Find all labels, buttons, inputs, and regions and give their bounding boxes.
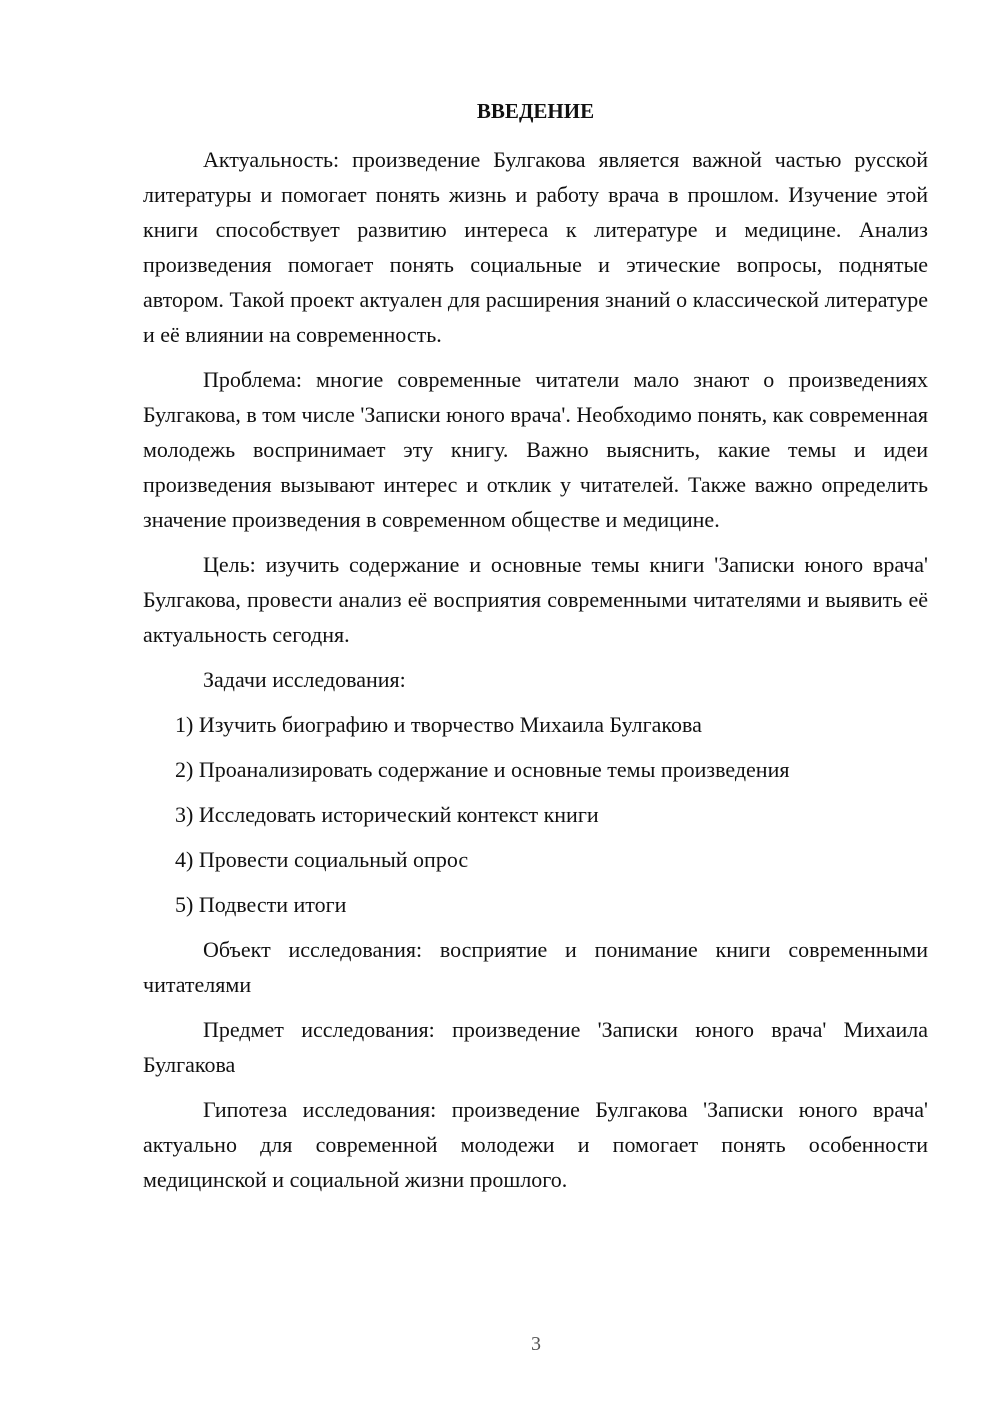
hypothesis-paragraph: Гипотеза исследования: произведение Булгакова 'Записки юного врача' актуально для современной молодежи и помогает понять особенности медицинской и социальной жизни прошлого. xyxy=(143,1097,928,1192)
document-page xyxy=(143,96,928,1207)
tasks-list xyxy=(143,707,928,922)
page-title: ВВЕДЕНИЕ xyxy=(476,99,595,123)
problem-paragraph: Проблема: многие современные читатели мало знают о произведениях Булгакова, в том числе 'Записки юного врача'. Необходимо понять, как современная молодежь воспринимает эту книгу. Важно выяснить, какие темы и идеи произведения вызывают интерес и отклик у читателей. Также важно определить значение произведения в современном обществе и медицине. xyxy=(143,367,928,532)
tasks-heading: Задачи исследования: xyxy=(203,667,406,692)
list-item: 4) Провести социальный опрос xyxy=(175,847,469,872)
goal-paragraph: Цель: изучить содержание и основные темы книги 'Записки юного врача' Булгакова, провести анализ её восприятия современными читателями и выявить её актуальность сегодня. xyxy=(143,552,928,647)
list-item: 2) Проанализировать содержание и основные темы произведения xyxy=(175,757,790,782)
relevance-paragraph: Актуальность: произведение Булгакова является важной частью русской литературы и помогает понять жизнь и работу врача в прошлом. Изучение этой книги способствует развитию интереса к литературе и медицине. Анализ произведения помогает понять социальные и этические вопросы, поднятые автором. Такой проект актуален для расширения знаний о классической литературе и её влиянии на современность. xyxy=(143,147,928,347)
list-item: 5) Подвести итоги xyxy=(175,892,347,917)
subject-paragraph: Предмет исследования: произведение 'Записки юного врача' Михаила Булгакова xyxy=(143,1017,928,1077)
page-number: 3 xyxy=(531,1333,541,1355)
list-item: 3) Исследовать исторический контекст книги xyxy=(175,802,599,827)
object-paragraph: Объект исследования: восприятие и понимание книги современными читателями xyxy=(143,937,928,997)
list-item: 1) Изучить биографию и творчество Михаила Булгакова xyxy=(175,712,702,737)
